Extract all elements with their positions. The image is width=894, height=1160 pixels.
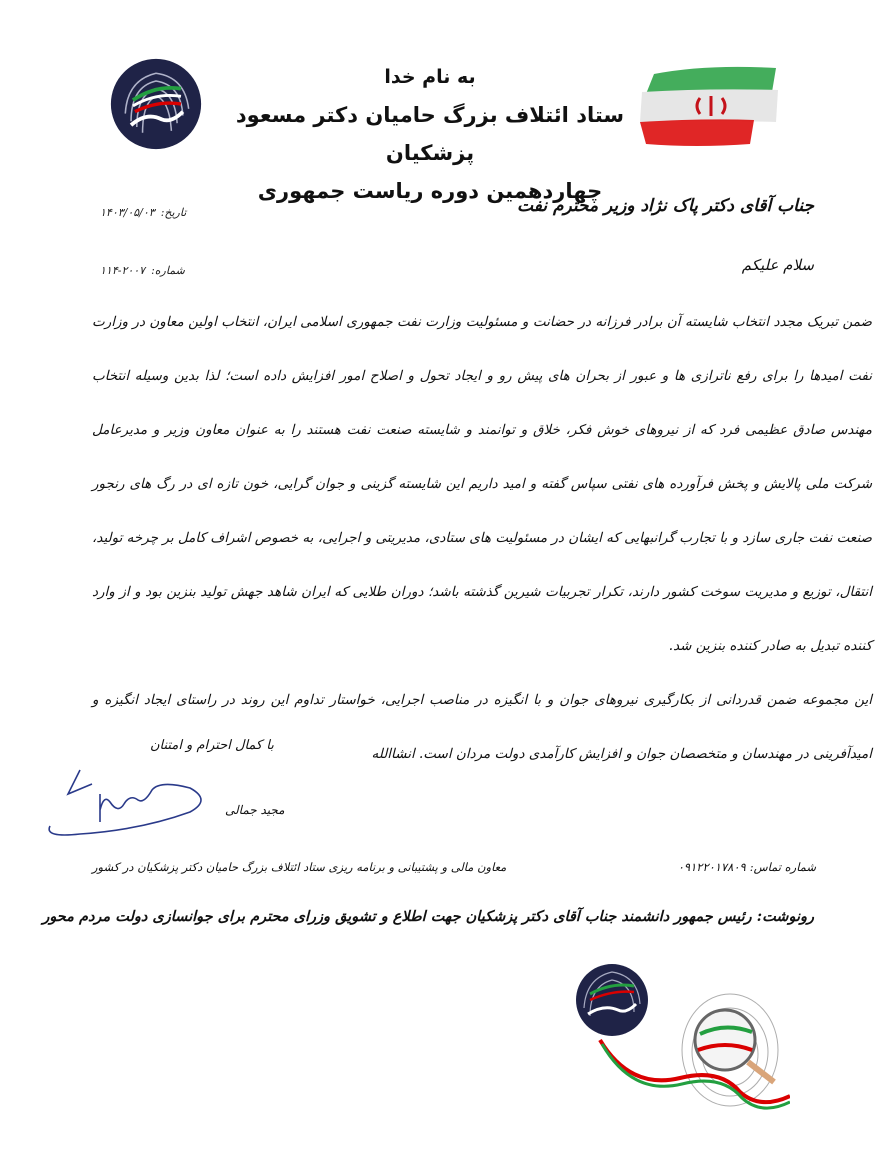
iran-flag-icon (636, 60, 786, 152)
organization-title: ستاد ائتلاف بزرگ حامیان دکتر مسعود پزشکیان (235, 103, 625, 165)
body-paragraph: این مجموعه ضمن قدردانی از بکارگیری نیروهای جوان و با انگیزه در مناصب اجرایی، خواستار تداوم این روند در راستای ایجاد انگیزه و امیدآفرینی در مهندسان و متخصصان جوان و افزایش کارآمدی دولت مردان است. انشاالله (92, 692, 872, 762)
letter-date (100, 206, 186, 219)
letter-number (100, 264, 185, 277)
cc-line: رونوشت: رئیس جمهور دانشمند جناب آقای دکتر پزشکیان جهت اطلاع و تشویق وزرای محترم برای جوانسازی دولت مردم محور (42, 908, 814, 925)
date-value: ۱۴۰۳/۰۵/۰۳ (100, 206, 155, 219)
contact-phone: ۰۹۱۲۲۰۱۷۸۰۹ (677, 860, 746, 874)
date-label: تاریخ: (160, 206, 187, 219)
contact-label: شماره تماس: (749, 860, 816, 874)
greeting-text: سلام علیکم (741, 256, 814, 274)
campaign-artwork (560, 960, 790, 1130)
letterhead (200, 58, 660, 210)
signer-name: مجید جمالی (225, 803, 285, 817)
contact-info (678, 860, 816, 874)
invocation-text: به نام خدا (384, 66, 476, 88)
election-subtitle: چهاردهمین دوره ریاست جمهوری (257, 179, 603, 203)
body-paragraph: ضمن تبریک مجدد انتخاب شایسته آن برادر فرزانه در حضانت و مسئولیت وزارت نفت جمهوری اسلامی ایران، انتخاب اولین معاون در وزارت نفت امیدها را برای رفع ناترازی ها و عبور از بحران های پیش رو و ایجاد تحول و اصلاح امور افزایش داده است؛ لذا بدین وسیله انتخاب مهندس صادق عظیمی فرد که از نیروهای خوش فکر، خلاق و توانمند و شایسته صنعت نفت هستند را به عنوان معاون وزیر و مدیرعامل شرکت ملی پالایش و پخش فرآورده های نفتی سپاس گفته و امید داریم این شایسته گزینی و جوان گرایی، خون تازه ای در رگ های رنجور صنعت نفت جاری سازد و با تجارب گرانبهایی که ایشان در مسئولیت های ستادی، مدیریتی و اجرایی، به خصوص اشراف کامل بر چرخه تولید، انتقال، توزیع و مدیریت سوخت کشور دارند، تکرار تجربیات شیرین گذشته باشد؛ دوران طلایی که ایران شاهد جهش تولید بنزین بود و از وارد کننده تبدیل به صادر کننده بنزین شد. (92, 314, 872, 654)
signer-title: معاون مالی و پشتیبانی و برنامه ریزی ستاد ائتلاف بزرگ حامیان دکتر پزشکیان در کشور (92, 860, 507, 874)
recipient-line: جناب آقای دکتر پاک نژاد وزیر محترم نفت (517, 196, 814, 216)
signature-icon (40, 760, 210, 840)
closing-text: با کمال احترام و امتنان (150, 738, 274, 753)
letter-body (92, 295, 872, 781)
number-value: ۱۱۴-۲۰۰۷ (100, 264, 146, 277)
number-label: شماره: (151, 264, 185, 277)
campaign-logo (108, 56, 204, 152)
